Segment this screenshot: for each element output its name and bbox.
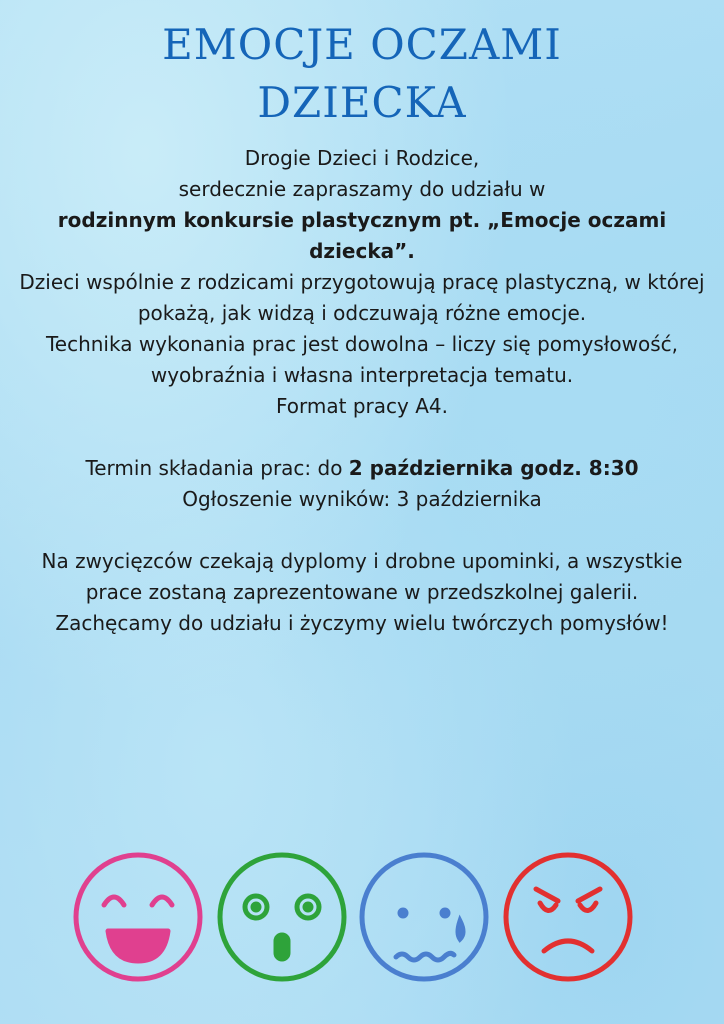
angry-face-icon [506, 855, 630, 979]
emotion-faces [68, 851, 638, 983]
announcement-text [12, 143, 712, 639]
deadline: Termin składania prac: do 2 października godz. 8:30 [85, 456, 639, 480]
happy-face-icon [76, 855, 200, 979]
spacer [12, 515, 712, 546]
title-line-1: EMOCJE OCZAMI [162, 20, 562, 69]
poster-title [0, 16, 724, 132]
technique: Technika wykonania prac jest dowolna – liczy się pomysłowość, wyobraźnia i własna interpretacja tematu. [45, 332, 679, 387]
description: Dzieci wspólnie z rodzicami przygotowują pracę plastyczną, w której pokażą, jak widzą i odczuwają różne emocje. [19, 270, 705, 325]
results-date: Ogłoszenie wyników: 3 października [182, 487, 542, 511]
title-line-2: DZIECKA [257, 78, 467, 127]
prizes: Na zwycięzców czekają dyplomy i drobne upominki, a wszystkie prace zostaną zaprezentowane w przedszkolnej galerii. [41, 549, 683, 604]
greeting: Drogie Dzieci i Rodzice, [244, 146, 480, 170]
closing: Zachęcamy do udziału i życzymy wielu twórczych pomysłów! [55, 611, 669, 635]
format: Format pracy A4. [276, 394, 448, 418]
deadline-date: 2 października godz. 8:30 [348, 456, 639, 480]
invite-text: serdecznie zapraszamy do udziału w [178, 177, 546, 201]
surprised-face-icon [220, 855, 344, 979]
spacer [12, 422, 712, 453]
contest-name: rodzinnym konkursie plastycznym pt. „Emocje oczami dziecka”. [57, 208, 667, 263]
sad-face-icon [362, 855, 486, 979]
